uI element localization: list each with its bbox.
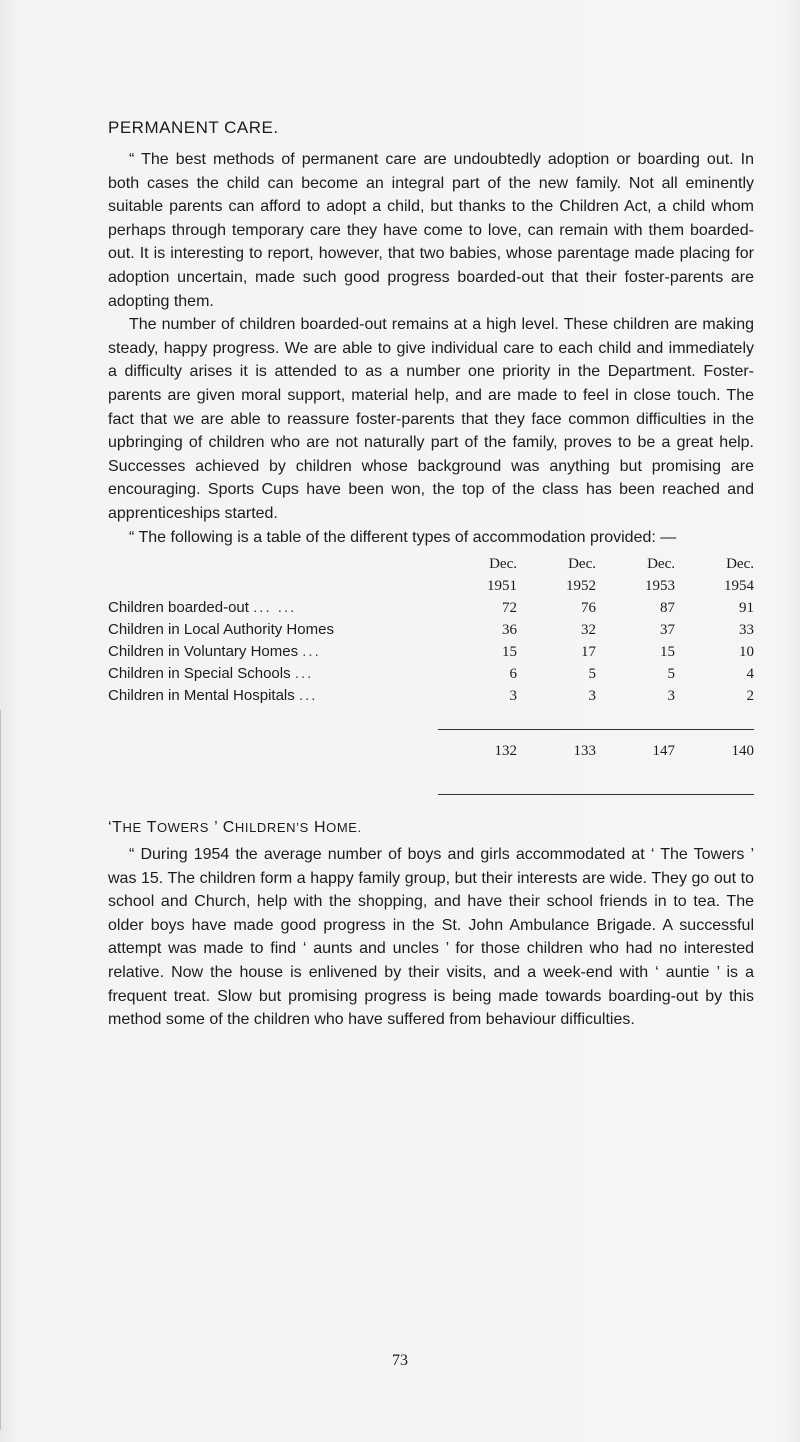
table-cell: 10 <box>739 644 754 661</box>
header-year: 1952 <box>566 578 596 595</box>
binding-edge <box>0 710 1 1430</box>
table-cell: 37 <box>660 622 675 639</box>
row-label: Children in Mental Hospitals <box>108 687 295 705</box>
table-cell: 15 <box>502 644 517 661</box>
table-cell: 76 <box>581 600 596 617</box>
closing-rule <box>517 772 596 795</box>
header-cell: Dec. <box>726 556 754 573</box>
leader-dots: ... <box>302 643 321 661</box>
leader-dots: ... ... <box>253 599 297 617</box>
total-rule <box>517 707 596 730</box>
row-label: Children boarded-out <box>108 599 249 617</box>
row-label: Children in Voluntary Homes <box>108 643 299 661</box>
page-number: 73 <box>392 1352 408 1369</box>
paragraph-permanent-care: “ The best methods of permanent care are undoubtedly adoption or boarding out. In both cases the child can become an integral part of the new family. Not all eminently suitable parents can afford to adopt a child, but thanks to the Children Act, a child whom perhaps through temporary care they have come to love, can remain with them boarded-out. It is interesting to report, however, that two babies, whose parentage made placing for adoption uncertain, made such good progress boarded-out that their foster-parents are adopting them. <box>108 151 754 310</box>
closing-rule <box>675 772 754 795</box>
accommodation-table <box>108 553 754 795</box>
header-year: 1953 <box>645 578 675 595</box>
table-cell: 33 <box>739 622 754 639</box>
closing-rule <box>596 772 675 795</box>
table-header-row <box>108 553 754 575</box>
table-cell: 2 <box>746 688 754 705</box>
table-row <box>108 619 754 641</box>
closing-rule <box>438 772 517 795</box>
table-cell: 5 <box>667 666 675 683</box>
table-cell: 17 <box>581 644 596 661</box>
paragraph-towers: “ During 1954 the average number of boys and girls accommodated at ‘ The Towers ’ was 15. The children form a happy family group, but their interests are wide. They go out to school and Church, help with the shopping, and have their school friends in to tea. The older boys have made good progress in the St. John Ambulance Brigade. A successful attempt was made to find ‘ aunts and uncles ’ for those children who had no interested relative. Now the house is enlivened by their visits, and a week-end with ‘ auntie ’ is a frequent treat. Slow but promising progress is being made towards boarding-out by this method some of the children who have suffered from behaviour difficulties. <box>108 846 754 1029</box>
table-row <box>108 685 754 707</box>
total-rule <box>438 707 517 730</box>
section-heading: PERMANENT CARE. <box>108 118 279 137</box>
table-cell: 4 <box>746 666 754 683</box>
table-cell: 36 <box>502 622 517 639</box>
table-row <box>108 597 754 619</box>
total-cell: 132 <box>494 743 517 760</box>
row-label: Children in Special Schools <box>108 665 291 683</box>
table-cell: 3 <box>509 688 517 705</box>
table-cell: 3 <box>588 688 596 705</box>
table-cell: 72 <box>502 600 517 617</box>
closing-rule-row <box>108 772 754 795</box>
total-rule <box>596 707 675 730</box>
total-cell: 140 <box>731 743 754 760</box>
total-rule <box>675 707 754 730</box>
subsection-heading: ‘THE TOWERS ’ CHILDREN’S HOME. <box>108 819 362 837</box>
total-rule-row <box>108 707 754 730</box>
paragraph-boarded-out: The number of children boarded-out remains at a high level. These children are making steady, happy progress. We are able to give individual care to each child and immediately a difficulty arises it is attended to as a number one priority in the Department. Foster-parents are given moral support, material help, and are made to feel in close touch. The fact that we are able to reassure foster-parents that they face common difficulties in the upbringing of children who are not naturally part of the family, proves to be a great help. Successes achieved by children whose background was anything but promising are encouraging. Sports Cups have been won, the top of the class has been reached and apprenticeships started. <box>108 316 754 522</box>
header-cell: Dec. <box>489 556 517 573</box>
paragraph-table-intro: “ The following is a table of the different types of accommodation provided: — <box>129 528 677 546</box>
table-total-row <box>108 730 754 773</box>
text-column <box>108 118 754 1032</box>
leader-dots: ... <box>294 665 314 683</box>
leader-dots: ... <box>298 687 318 705</box>
table-cell: 3 <box>667 688 675 705</box>
header-year: 1951 <box>487 578 517 595</box>
header-cell: Dec. <box>568 556 596 573</box>
table-row <box>108 641 754 663</box>
table-cell: 91 <box>739 600 754 617</box>
header-year: 1954 <box>724 578 754 595</box>
header-cell: Dec. <box>647 556 675 573</box>
row-label: Children in Local Authority Homes <box>108 621 334 639</box>
table-cell: 87 <box>660 600 675 617</box>
table-cell: 6 <box>509 666 517 683</box>
table-row <box>108 663 754 685</box>
table-cell: 15 <box>660 644 675 661</box>
table-cell: 32 <box>581 622 596 639</box>
total-cell: 133 <box>573 743 596 760</box>
table-header-row <box>108 575 754 597</box>
total-cell: 147 <box>652 743 675 760</box>
table-cell: 5 <box>588 666 596 683</box>
